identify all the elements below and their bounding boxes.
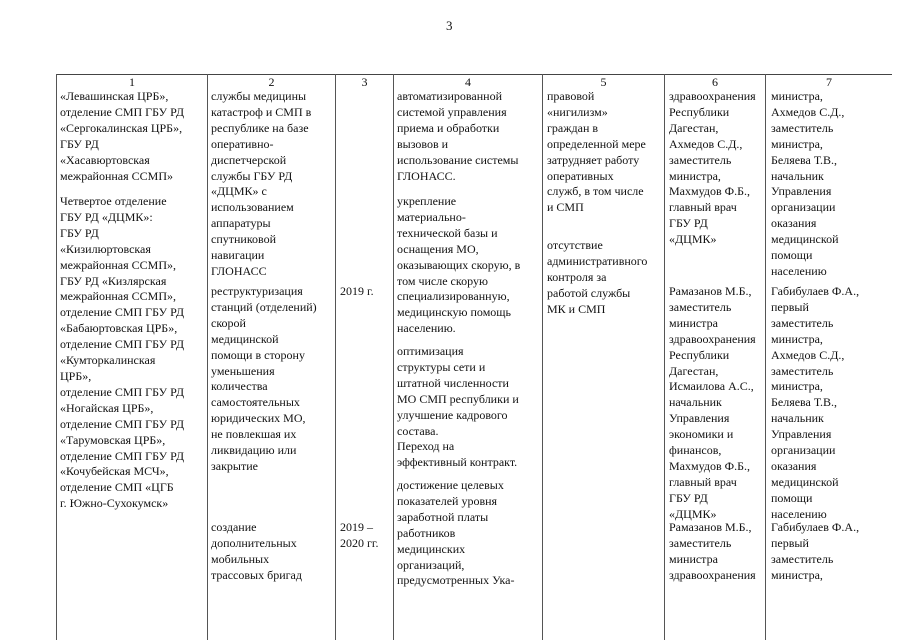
col2-cell-c: создание дополнительных мобильных трассовых бригад	[211, 520, 302, 582]
column-divider	[765, 74, 766, 640]
page-number: 3	[446, 18, 453, 33]
col6-cell-b: Рамазанов М.Б., заместитель министра здравоохранения Республики Дагестан, Исмаилова А.С., начальник Управления экономики и финансов, Махмудов Ф.Б., главный врач ГБУ РД «ДЦМК»	[669, 284, 756, 521]
col4-cell-c: оптимизация структуры сети и штатной численности МО СМП республики и улучшение кадрового состава. Переход на эффективный контракт.	[397, 344, 519, 470]
col7-cell-b: Габибулаев Ф.А., первый заместитель министра, Ахмедов С.Д., заместитель министра, Беляева Т.В., начальник Управления организации оказания медицинской помощи населению	[771, 284, 860, 521]
col6-cell-a: здравоохранения Республики Дагестан, Ахмедов С.Д., заместитель министра, Махмудов Ф.Б., главный врач ГБУ РД «ДЦМК»	[669, 89, 756, 247]
column-header-5: 5	[600, 75, 607, 89]
column-header-1: 1	[129, 75, 135, 89]
col4-cell-b: укрепление материально- технической базы и оснащения МО, оказывающих скорую, в том числе скорую специализированную, медицинскую помощь населению.	[397, 194, 521, 336]
column-divider	[393, 74, 394, 640]
column-divider	[207, 74, 208, 640]
col4-cell-a: автоматизированной системой управления приема и обработки вызовов и использование системы ГЛОНАСС.	[397, 89, 519, 183]
col7-cell-a: министра, Ахмедов С.Д., заместитель министра, Беляева Т.В., начальник Управления организации оказания медицинской помощи населению	[771, 89, 845, 278]
column-divider	[335, 74, 336, 640]
col7-cell-c: Габибулаев Ф.А., первый заместитель министра,	[771, 520, 860, 582]
col5-cell-b: отсутствие административного контроля за работой службы МК и СМП	[547, 238, 648, 316]
col6-cell-c: Рамазанов М.Б., заместитель министра здравоохранения	[669, 520, 756, 582]
col4-cell-d: достижение целевых показателей уровня заработной платы работников медицинских организаций, предусмотренных Ука-	[397, 478, 515, 588]
column-header-4: 4	[465, 75, 471, 89]
column-divider	[664, 74, 665, 640]
col2-cell-a: службы медицины катастроф и СМП в республике на базе оперативно- диспетчерской службы ГБУ РД «ДЦМК» с использованием аппаратуры спутниковой навигации ГЛОНАСС	[211, 89, 312, 278]
column-divider	[56, 74, 57, 640]
column-header-2: 2	[268, 75, 275, 89]
col2-cell-b: реструктуризация станций (отделений) скорой медицинской помощи в сторону уменьшения количества самостоятельных юридических МО, не повлекшая их ликвидацию или закрытие	[211, 284, 317, 473]
col3-cell-a: 2019 г.	[340, 284, 374, 298]
col3-cell-b: 2019 – 2020 гг.	[340, 520, 379, 550]
column-header-3: 3	[361, 75, 368, 89]
col1-cell-b: Четвертое отделение ГБУ РД «ДЦМК»: ГБУ РД «Кизилюртовская межрайонная ССМП», ГБУ РД «Кизлярская межрайонная ССМП», отделение СМП ГБУ РД «Бабаюртовская ЦРБ», отделение СМП ГБУ РД «Кумторкалинская ЦРБ», отделение СМП ГБУ РД «Ногайская ЦРБ», отделение СМП ГБУ РД «Тарумовская ЦРБ», отделение СМП ГБУ РД «Кочубейская МСЧ», отделение СМП «ЦГБ г. Южно-Сухокумск»	[60, 194, 185, 511]
column-header-6: 6	[712, 75, 718, 89]
column-header-7: 7	[826, 75, 832, 89]
column-divider	[542, 74, 543, 640]
col1-cell-a: «Левашинская ЦРБ», отделение СМП ГБУ РД «Сергокалинская ЦРБ», ГБУ РД «Хасавюртовская межрайонная ССМП»	[60, 89, 185, 183]
col5-cell-a: правовой «нигилизм» граждан в определенной мере затрудняет работу оперативных служб, в том числе и СМП	[547, 89, 646, 215]
